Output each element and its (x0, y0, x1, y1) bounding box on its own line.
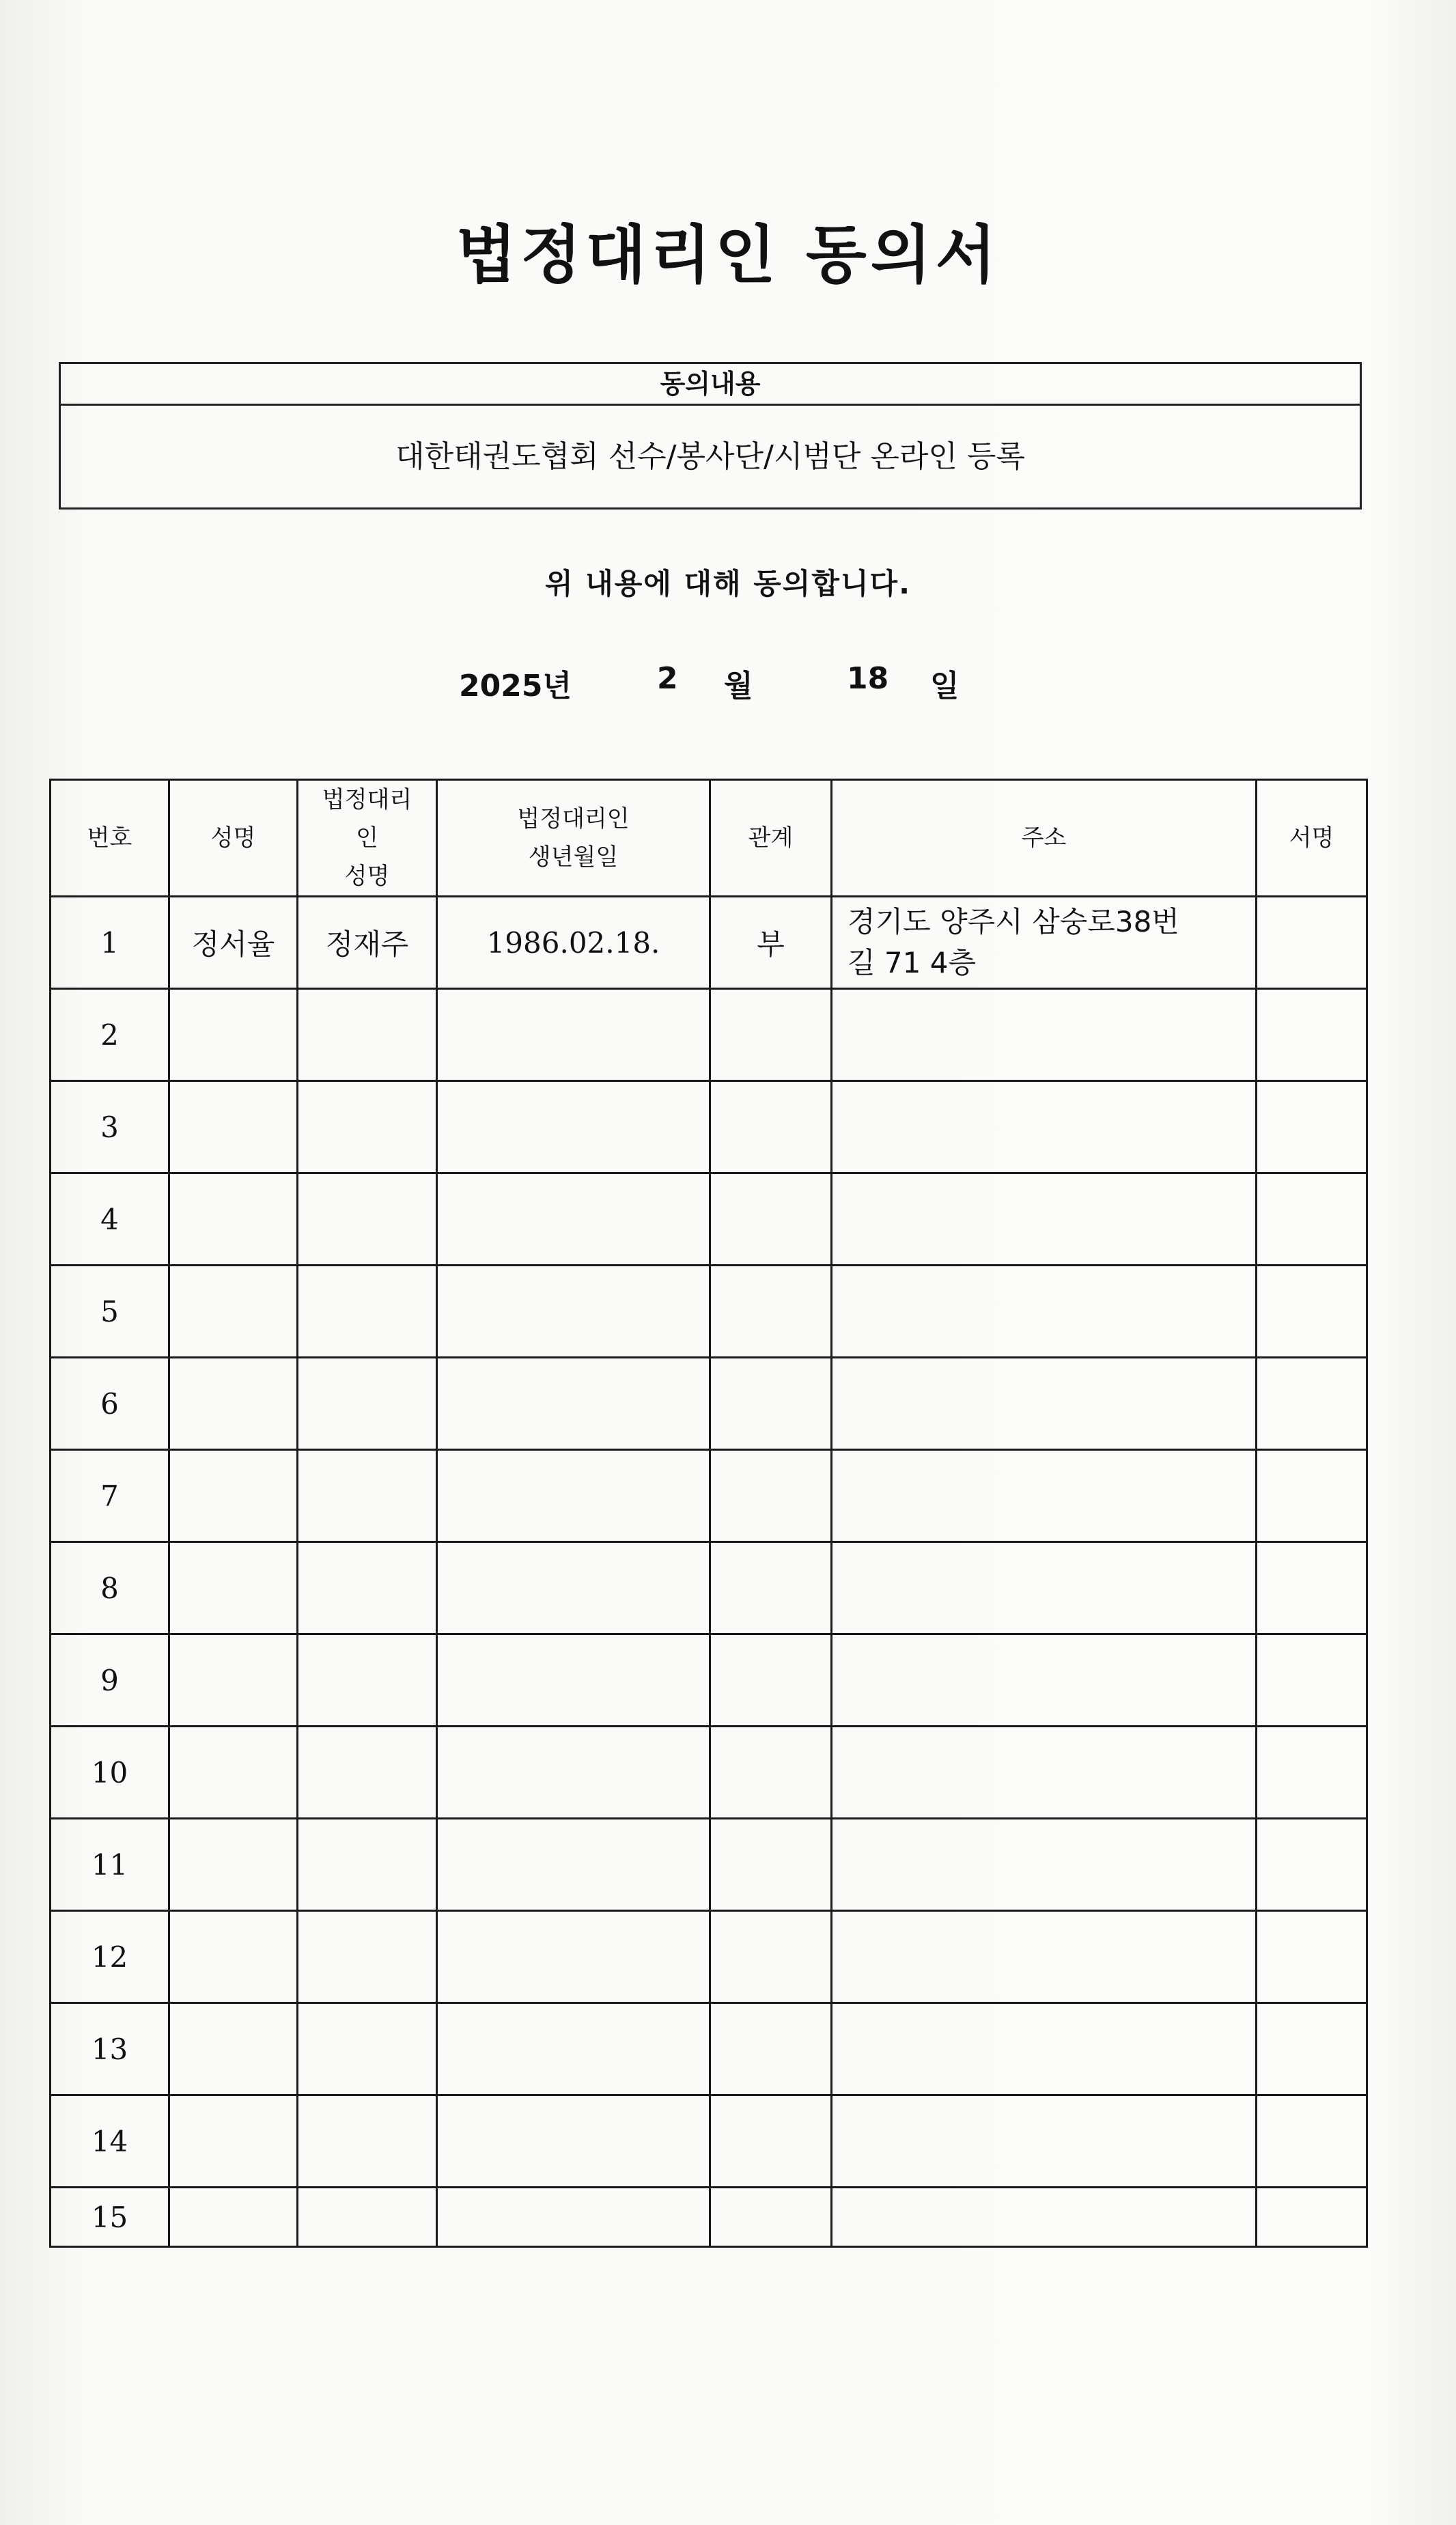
row-guardian-birth: 1986.02.18. (437, 897, 710, 989)
row-guardian-name (298, 2188, 437, 2247)
row-relation (710, 1542, 832, 1634)
row-no: 11 (51, 1819, 169, 1911)
row-guardian-birth (437, 1173, 710, 1266)
date-month-unit: 월 (724, 669, 753, 703)
row-signature (1257, 2003, 1367, 2095)
row-signature (1257, 1819, 1367, 1911)
row-guardian-name (298, 1173, 437, 1266)
row-signature (1257, 1358, 1367, 1450)
row-name (169, 1450, 298, 1542)
row-signature (1257, 1173, 1367, 1266)
row-address (832, 1081, 1257, 1173)
table-row (51, 989, 1367, 1081)
row-no: 7 (51, 1450, 169, 1542)
row-relation (710, 1266, 832, 1358)
row-guardian-name (298, 2095, 437, 2188)
table-row (51, 2095, 1367, 2188)
row-relation (710, 2003, 832, 2095)
row-relation (710, 1450, 832, 1542)
table-header-row (51, 780, 1367, 897)
row-guardian-birth (437, 1081, 710, 1173)
table-row (51, 1911, 1367, 2003)
row-guardian-birth (437, 1634, 710, 1727)
row-guardian-name: 정재주 (298, 897, 437, 989)
header-relation: 관계 (710, 780, 832, 897)
row-signature (1257, 1266, 1367, 1358)
row-no: 5 (51, 1266, 169, 1358)
row-signature (1257, 2188, 1367, 2247)
row-address (832, 1542, 1257, 1634)
row-guardian-birth (437, 989, 710, 1081)
row-no: 8 (51, 1542, 169, 1634)
row-guardian-name (298, 1634, 437, 1727)
row-address-line2: 길 71 4층 (848, 946, 977, 979)
row-name (169, 989, 298, 1081)
row-guardian-birth (437, 1266, 710, 1358)
row-name (169, 2003, 298, 2095)
row-address (832, 897, 1257, 989)
row-no: 6 (51, 1358, 169, 1450)
row-signature (1257, 1450, 1367, 1542)
header-guardian-name-line2: 인 (356, 824, 378, 852)
row-name (169, 2188, 298, 2247)
document-title: 법정대리인 동의서 (456, 219, 1000, 292)
row-relation (710, 1081, 832, 1173)
row-no: 10 (51, 1727, 169, 1819)
consent-content: 대한태권도협회 선수/봉사단/시범단 온라인 등록 (395, 439, 1025, 474)
row-relation (710, 1358, 832, 1450)
row-address (832, 989, 1257, 1081)
row-guardian-name (298, 989, 437, 1081)
row-name (169, 1727, 298, 1819)
table-row (51, 1542, 1367, 1634)
row-guardian-name (298, 1727, 437, 1819)
header-guardian-name-line3: 성명 (344, 863, 390, 890)
header-no: 번호 (51, 780, 169, 897)
row-guardian-name (298, 2003, 437, 2095)
row-address (832, 2188, 1257, 2247)
row-relation (710, 1911, 832, 2003)
table-row (51, 1634, 1367, 1727)
table-row (51, 2188, 1367, 2247)
row-no: 3 (51, 1081, 169, 1173)
row-address (832, 1450, 1257, 1542)
header-address: 주소 (832, 780, 1257, 897)
row-relation (710, 2095, 832, 2188)
row-address (832, 1727, 1257, 1819)
table-row (51, 1450, 1367, 1542)
row-guardian-birth (437, 1542, 710, 1634)
row-no: 4 (51, 1173, 169, 1266)
row-relation (710, 1727, 832, 1819)
row-address (832, 1819, 1257, 1911)
table-row (51, 1173, 1367, 1266)
row-guardian-name (298, 1266, 437, 1358)
row-relation (710, 1173, 832, 1266)
row-guardian-birth (437, 1819, 710, 1911)
row-name (169, 2095, 298, 2188)
row-no: 1 (51, 897, 169, 989)
row-guardian-birth (437, 2003, 710, 2095)
row-relation (710, 2188, 832, 2247)
header-signature: 서명 (1257, 780, 1367, 897)
consent-header: 동의내용 (61, 364, 1360, 406)
row-name (169, 1081, 298, 1173)
row-no: 2 (51, 989, 169, 1081)
row-guardian-birth (437, 1727, 710, 1819)
row-relation (710, 989, 832, 1081)
date-day-unit: 일 (930, 669, 960, 703)
table-row (51, 1266, 1367, 1358)
row-address-line1: 경기도 양주시 삼숭로38번 (848, 905, 1179, 938)
consent-box (59, 362, 1362, 510)
row-signature (1257, 2095, 1367, 2188)
row-signature (1257, 1542, 1367, 1634)
row-no: 12 (51, 1911, 169, 2003)
row-no: 15 (51, 2188, 169, 2247)
row-guardian-birth (437, 1911, 710, 2003)
header-guardian-birth (437, 780, 710, 897)
table-row (51, 1727, 1367, 1819)
row-address (832, 1173, 1257, 1266)
row-address (832, 1911, 1257, 2003)
row-signature (1257, 989, 1367, 1081)
row-name (169, 1173, 298, 1266)
date-month: 2 (657, 661, 678, 696)
row-guardian-birth (437, 1358, 710, 1450)
table-row (51, 1081, 1367, 1173)
row-name (169, 1634, 298, 1727)
row-name (169, 1358, 298, 1450)
guardian-consent-table (49, 779, 1368, 2248)
row-name: 정서율 (169, 897, 298, 989)
row-name (169, 1911, 298, 2003)
row-guardian-name (298, 1542, 437, 1634)
row-no: 14 (51, 2095, 169, 2188)
row-no: 13 (51, 2003, 169, 2095)
header-name: 성명 (169, 780, 298, 897)
row-relation: 부 (710, 897, 832, 989)
header-guardian-name-line1: 법정대리 (322, 786, 412, 813)
table-row (51, 897, 1367, 989)
header-guardian-birth-line1: 법정대리인 (517, 805, 630, 833)
row-guardian-birth (437, 2188, 710, 2247)
date-day: 18 (847, 661, 889, 696)
row-relation (710, 1819, 832, 1911)
row-signature (1257, 1911, 1367, 2003)
row-guardian-birth (437, 1450, 710, 1542)
row-relation (710, 1634, 832, 1727)
header-guardian-birth-line2: 생년월일 (528, 843, 619, 871)
row-guardian-birth (437, 2095, 710, 2188)
agreement-statement: 위 내용에 대해 동의합니다. (544, 567, 912, 600)
row-signature (1257, 1081, 1367, 1173)
row-address (832, 2095, 1257, 2188)
row-signature (1257, 1727, 1367, 1819)
row-name (169, 1542, 298, 1634)
row-name (169, 1819, 298, 1911)
date-year: 2025년 (459, 669, 572, 703)
row-guardian-name (298, 1081, 437, 1173)
table-row (51, 2003, 1367, 2095)
row-guardian-name (298, 1911, 437, 2003)
row-guardian-name (298, 1450, 437, 1542)
row-address (832, 2003, 1257, 2095)
row-name (169, 1266, 298, 1358)
row-no: 9 (51, 1634, 169, 1727)
row-signature (1257, 1634, 1367, 1727)
header-guardian-name (298, 780, 437, 897)
row-signature (1257, 897, 1367, 989)
table-row (51, 1358, 1367, 1450)
row-address (832, 1358, 1257, 1450)
table-row (51, 1819, 1367, 1911)
row-address (832, 1266, 1257, 1358)
row-guardian-name (298, 1358, 437, 1450)
row-address (832, 1634, 1257, 1727)
row-guardian-name (298, 1819, 437, 1911)
